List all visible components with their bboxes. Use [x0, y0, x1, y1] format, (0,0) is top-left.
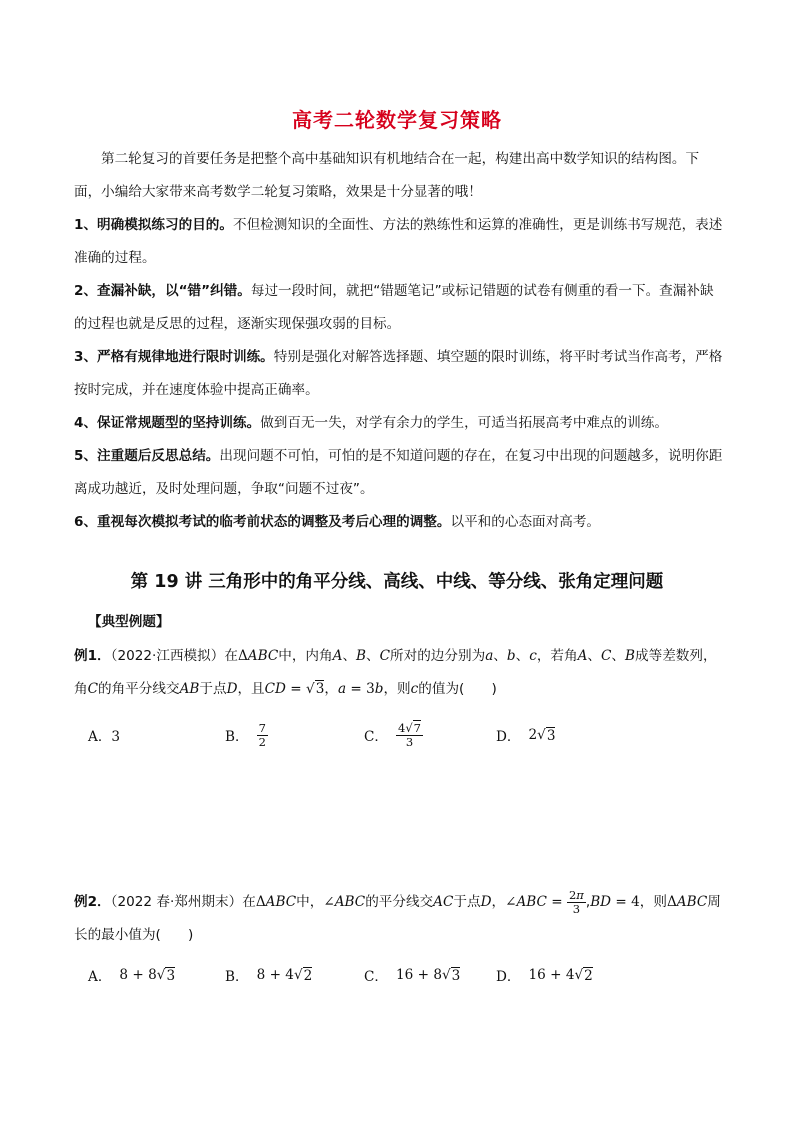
example-number: 例2． [74, 894, 111, 910]
radicand: 3 [546, 727, 556, 744]
coefficient: 4 [398, 720, 406, 735]
fraction-denominator: 2 [258, 734, 266, 749]
fraction [396, 722, 423, 749]
option-value: 8 + 4 [256, 967, 294, 983]
option-label: B． [225, 969, 249, 985]
strategy-point-body: 每过一段时间，就把“错题笔记”或标记错题的试卷有侧重的看一下。查漏补缺的过程也就是反思的过程，逐渐实现保强攻弱的目标。 [74, 283, 714, 332]
fraction-denominator: 3 [405, 734, 414, 749]
example-2-question: 例2．（2022 春·郑州期末）在ΔABC中，∠ABC的平分线交AC于点D，∠ABC = $\frac{2\pi}{3}$ ,BD = 4，则ΔABC周长的最小值为( ) [74, 887, 721, 943]
option-b[interactable]: B． 8 + 4 √ 2 [225, 967, 313, 985]
option-d[interactable]: D． 16 + 4 √ 2 [496, 967, 593, 985]
option-label: D． [496, 729, 521, 745]
strategy-point-1 [74, 209, 726, 275]
option-label: C． [364, 729, 388, 745]
strategy-point-4 [74, 407, 726, 440]
strategy-point-body: 以平和的心态面对高考。 [450, 514, 601, 530]
example-source: （2022·江西模拟） [110, 648, 225, 664]
option-c[interactable]: C． 16 + 8 √ 3 [364, 967, 461, 985]
strategy-point-body: 不但检测知识的全面性、方法的熟练性和运算的准确性，更是训练书写规范，表述准确的过程。 [74, 217, 723, 266]
strategy-point-body: 特别是强化对解答选择题、填空题的限时训练，将平时考试当作高考，严格按时完成，并在速度体验中提高正确率。 [74, 349, 723, 398]
option-b[interactable] [225, 715, 268, 755]
strategy-point-lead: 2、查漏补缺，以“错”纠错。 [74, 283, 251, 299]
radicand: 2 [584, 967, 593, 984]
example-source: （2022 春·郑州期末） [110, 894, 243, 910]
option-label: C． [364, 969, 388, 985]
strategy-point-5 [74, 440, 726, 506]
example-number: 例1． [74, 648, 111, 664]
strategy-point-lead: 3、严格有规律地进行限时训练。 [74, 349, 274, 365]
option-a[interactable]: A． 8 + 8 √ 3 [88, 967, 176, 985]
radicand: 2 [303, 967, 313, 984]
option-value: 16 + 4 [528, 967, 575, 983]
option-value: 8 + 8 [119, 967, 157, 983]
option-d[interactable]: D． 2 √ 3 [496, 727, 556, 745]
example-1-options [88, 715, 688, 755]
strategy-point-2 [74, 275, 726, 341]
option-c[interactable] [364, 715, 423, 755]
example-2-options [88, 955, 688, 995]
strategy-point-lead: 1、明确模拟练习的目的。 [74, 217, 233, 233]
option-label: D． [496, 969, 521, 985]
strategy-point-body: 出现问题不可怕，可怕的是不知道问题的存在，在复习中出现的问题越多，说明你距离成功越近，及时处理问题，争取“问题不过夜”。 [74, 448, 723, 497]
option-label: B． [225, 729, 249, 745]
fraction-numerator: 7 [258, 720, 266, 735]
lecture-title: 第 19 讲 三角形中的角平分线、高线、中线、等分线、张角定理问题 [130, 572, 664, 592]
option-label: A． [88, 969, 112, 985]
strategy-point-lead: 4、保证常规题型的坚持训练。 [74, 415, 261, 431]
page-title: 高考二轮数学复习策略 [292, 108, 502, 132]
radicand: 7 [413, 720, 421, 735]
fraction-numerator: 4√7 [398, 720, 421, 735]
strategy-point-6 [74, 506, 726, 539]
example-1-question: 例1．（2022·江西模拟）在ΔABC中，内角A、B、C所对的边分别为a、b、c，若角A、C、B成等差数列，角C的角平分线交AB于点D，且CD = √3，a = 3b，则c的值为( ) [74, 648, 717, 697]
strategy-point-lead: 6、重视每次模拟考试的临考前状态的调整及考后心理的调整。 [74, 514, 451, 530]
option-a[interactable]: A．3 [88, 729, 121, 745]
radicand: 3 [166, 967, 176, 984]
strategy-point-3 [74, 341, 726, 407]
fraction [257, 722, 268, 749]
strategy-point-body: 做到百无一失，对学有余力的学生，可适当拓展高考中难点的训练。 [260, 415, 668, 431]
coefficient: 2 [528, 727, 538, 743]
option-value: 16 + 8 [396, 967, 442, 983]
intro-paragraph: 第二轮复习的首要任务是把整个高中基础知识有机地结合在一起，构建出高中数学知识的结构图。下面，小编给大家带来高考数学二轮复习策略，效果是十分显著的哦！ [74, 151, 700, 200]
radicand: 3 [451, 967, 461, 984]
strategy-point-lead: 5、注重题后反思总结。 [74, 448, 220, 464]
section-label: 【典型例题】 [88, 614, 170, 630]
